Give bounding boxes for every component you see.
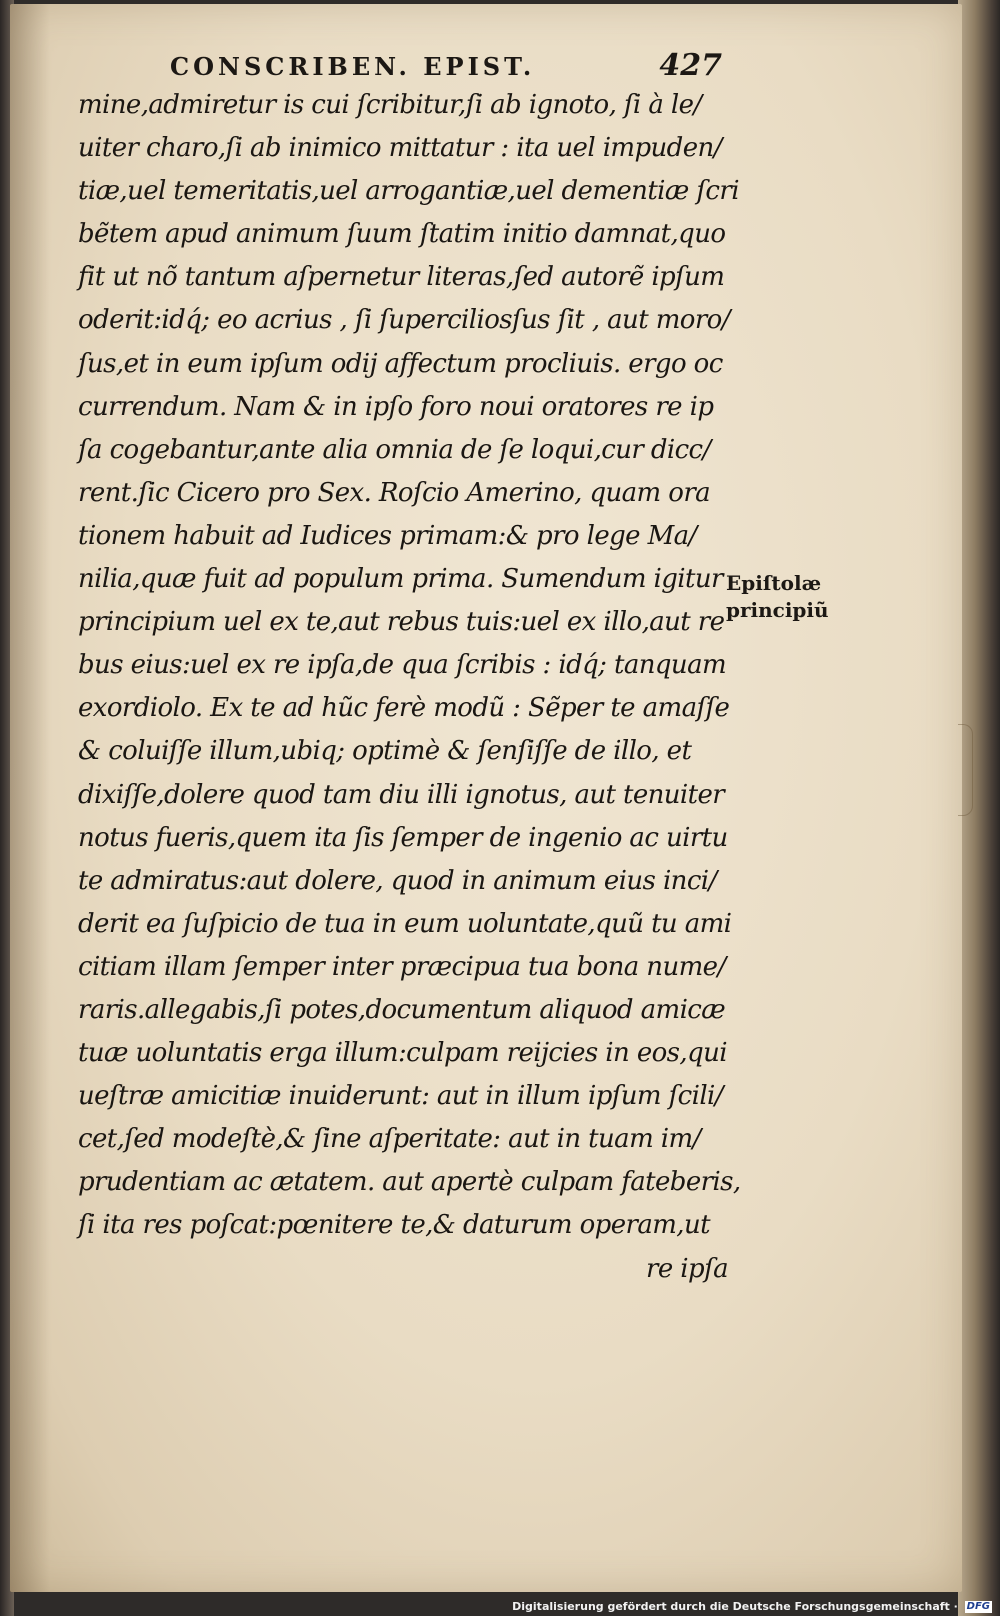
text-line: uiter charo,ſi ab inimico mittatur : ita uel impuden/ xyxy=(78,133,722,164)
text-line: raris.allegabis,ſi potes,documentum aliquod amicæ xyxy=(78,994,726,1025)
text-line: ueſtræ amicitiæ inuiderunt: aut in illum ipſum ſcili/ xyxy=(78,1081,723,1112)
marginal-note xyxy=(726,570,829,624)
text-line: ſus,et in eum ipſum odij affectum procliuis. ergo oc xyxy=(78,348,723,379)
dfg-logo: DFG xyxy=(966,1601,990,1612)
text-line: ſa cogebantur,ante alia omnia de ſe loqui,cur dicc/ xyxy=(78,434,711,465)
text-line: derit ea ſuſpicio de tua in eum uoluntate,quũ tu ami xyxy=(78,908,732,939)
running-title: CONSCRIBEN. EPIST. xyxy=(170,52,536,81)
page-header xyxy=(170,48,730,88)
gutter-shadow xyxy=(10,4,50,1592)
catchword: re ipſa xyxy=(646,1253,728,1284)
marginal-note-line: principiũ xyxy=(726,598,829,622)
text-line: dixiſſe,dolere quod tam diu illi ignotus, aut tenuiter xyxy=(78,779,725,810)
body-text xyxy=(78,84,741,1291)
text-line: & coluiſſe illum,ubiq; optimè & ſenſiſſe de illo, et xyxy=(78,736,692,767)
text-line: bẽtem apud animum ſuum ſtatim initio damnat,quo xyxy=(78,219,726,250)
text-line: rent.ſic Cicero pro Sex. Roſcio Amerino, quam ora xyxy=(78,477,711,508)
text-line: notus fueris,quem ita ſis ſemper de ingenio ac uirtu xyxy=(78,822,728,853)
digitization-credit xyxy=(512,1600,992,1613)
credit-text: Digitalisierung gefördert durch die Deutsche Forschungsgemeinschaft · xyxy=(512,1600,958,1613)
text-line: nilia,quæ fuit ad populum prima. Sumendum igitur xyxy=(78,564,723,595)
text-line: prudentiam ac ætatem. aut apertè culpam fateberis, xyxy=(78,1167,741,1198)
text-line: cet,ſed modeſtè,& ſine aſperitate: aut in tuam im/ xyxy=(78,1124,701,1155)
text-line: tiæ,uel temeritatis,uel arrogantiæ,uel dementiæ ſcri xyxy=(78,176,739,207)
text-line: tionem habuit ad Iudices primam:& pro lege Ma/ xyxy=(78,520,697,551)
text-line: citiam illam ſemper inter præcipua tua bona nume/ xyxy=(78,951,726,982)
text-line: bus eius:uel ex re ipſa,de qua ſcribis : idq́; tanquam xyxy=(78,650,727,681)
text-line: principium uel ex te,aut rebus tuis:uel ex illo,aut re xyxy=(78,607,725,638)
text-line: fit ut nõ tantum aſpernetur literas,ſed autorẽ ipſum xyxy=(78,262,725,293)
page-tab-marker xyxy=(958,724,973,816)
text-line: ſi ita res poſcat:pœnitere te,& daturum operam,ut xyxy=(78,1210,710,1241)
text-line: mine,admiretur is cui ſcribitur,ſi ab ignoto, ſi à le/ xyxy=(78,90,702,120)
text-line: currendum. Nam & in ipſo foro noui oratores re ip xyxy=(78,391,714,422)
text-line: oderit:idq́; eo acrius , ſi ſuperciliosſus ſit , aut moro/ xyxy=(78,305,730,336)
page-number: 427 xyxy=(659,48,722,83)
text-line: tuæ uoluntatis erga illum:culpam reijcies in eos,qui xyxy=(78,1038,727,1069)
book-page xyxy=(10,4,962,1592)
text-line: exordiolo. Ex te ad hũc ferè modũ : Sẽper te amaſſe xyxy=(78,693,730,724)
text-line: te admiratus:aut dolere, quod in animum eius inci/ xyxy=(78,865,717,896)
marginal-note-line: Epiſtolæ xyxy=(726,571,822,595)
